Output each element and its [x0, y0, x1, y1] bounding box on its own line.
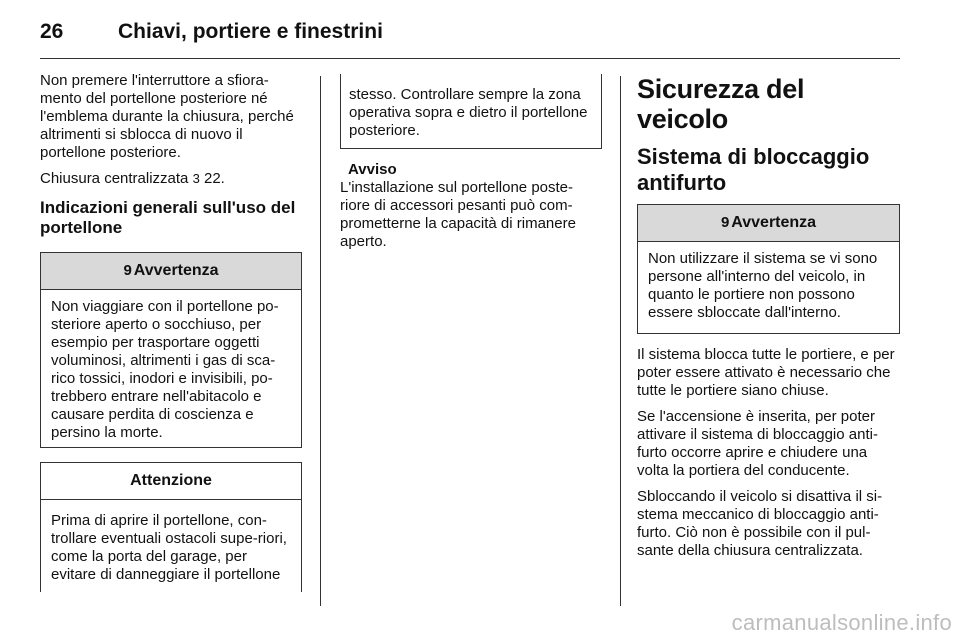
page-title: Chiavi, portiere e finestrini — [118, 20, 383, 43]
watermark: carmanualsonline.info — [731, 610, 952, 635]
page-header — [40, 20, 900, 48]
warning-box — [40, 252, 302, 448]
caution-box — [40, 462, 302, 592]
subsection-title: Sistema di bloccaggio antifurto — [637, 144, 870, 195]
cross-reference: Chiusura centralizzata 3 22. — [40, 170, 225, 187]
warning-triangle-icon: 9 — [720, 214, 730, 231]
paragraph: Sbloccando il veicolo si disattiva il si-stema meccanico di bloccaggio anti-furto. Ciò non è possibile con il pul-sante della chiusura centralizzata. — [637, 488, 883, 559]
column-left — [40, 72, 302, 592]
caution-box-body: Prima di aprire il portellone, con-trollare eventuali ostacoli supe-riori, come la porta del garage, per evitare di danneggiare il portellone — [51, 512, 287, 583]
note-title: Avviso — [348, 161, 397, 178]
warning-triangle-icon: 9 — [123, 262, 132, 279]
warning-box-body: Non viaggiare con il portellone po-steriore aperto o socchiuso, per esempio per trasportare oggetti voluminosi, altrimenti i gas di sca-rico tossici, inodori e invisibili, po-trebbero entrare nell'abitacolo e causare perdita di coscienza e persino la morte. — [51, 298, 279, 441]
header-divider — [40, 58, 900, 59]
note-body: L'installazione sul portellone poste-riore di accessori pesanti può com-prometterne la capacità di rimanere aperto. — [340, 179, 576, 250]
caution-box-continued: stesso. Controllare sempre la zona operativa sopra e dietro il portellone posteriore. — [340, 74, 602, 149]
warning-box-header: 9 Avvertenza — [41, 253, 301, 290]
paragraph: Il sistema blocca tutte le portiere, e per poter essere attivato è necessario che tutte le portiere siano chiuse. — [637, 346, 895, 399]
warning-box-header: 9 Avvertenza — [638, 205, 899, 242]
section-heading: Indicazioni generali sull'uso del portellone — [40, 198, 296, 237]
warning-box — [637, 204, 900, 334]
page-number: 26 — [40, 20, 64, 43]
page-ref-arrow-icon: 3 — [192, 171, 200, 186]
paragraph: Non premere l'interruttore a sfiora-mento del portellone posteriore né l'emblema durante la chiusura, perché altrimenti si sblocca di nuovo il portellone posteriore. — [40, 72, 294, 161]
warning-box-body: Non utilizzare il sistema se vi sono persone all'interno del veicolo, in quanto le portiere non possono essere sbloccate dall'interno. — [648, 250, 878, 321]
paragraph: Se l'accensione è inserita, per poter attivare il sistema di bloccaggio anti-furto occorre aprire e chiudere una volta la portiera del conducente. — [637, 408, 878, 479]
note-block — [340, 161, 602, 251]
caution-box-header: Attenzione — [41, 463, 301, 500]
column-divider — [320, 76, 321, 606]
column-divider — [620, 76, 621, 606]
column-middle — [340, 74, 602, 251]
section-title: Sicurezza del veicolo — [637, 74, 805, 134]
column-right — [637, 74, 900, 568]
